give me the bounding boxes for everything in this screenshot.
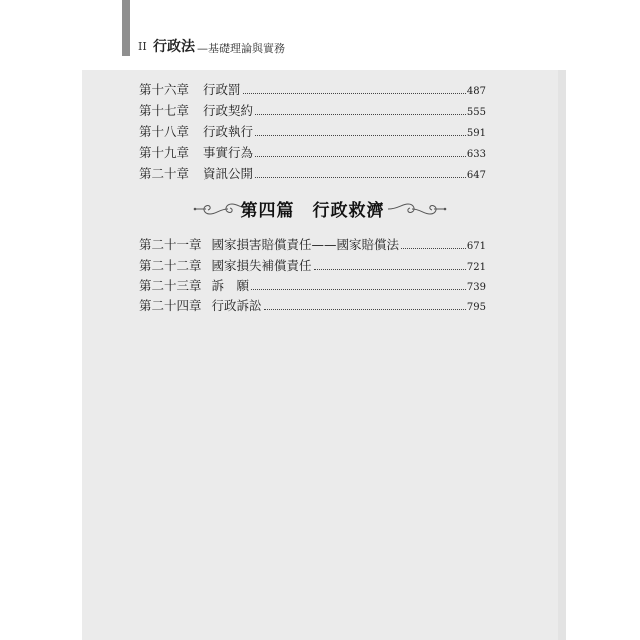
- chapter-title: 行政訴訟: [211, 298, 262, 313]
- leader-dots: [264, 308, 466, 310]
- leader-dots: [255, 176, 466, 178]
- leader-dots: [314, 268, 466, 270]
- leader-dots: [255, 155, 466, 157]
- chapter-title: 行政執行: [203, 124, 254, 139]
- header-bar: [122, 0, 130, 56]
- chapter-number: 第二十一章: [139, 237, 202, 252]
- chapter-title: 行政罰: [203, 82, 241, 97]
- toc-entry: [139, 143, 486, 161]
- page-number: 647: [466, 170, 486, 181]
- toc-entry: [139, 164, 486, 182]
- toc-entry: [139, 122, 486, 140]
- page-number: 555: [466, 107, 486, 118]
- chapter-number: 第十七章: [139, 103, 190, 118]
- toc-entry: [139, 101, 486, 119]
- leader-dots: [243, 92, 466, 94]
- chapter-number: 第二十四章: [139, 298, 202, 313]
- leader-dots: [251, 288, 466, 290]
- page-edge: [558, 70, 566, 640]
- book-title: 行政法: [153, 39, 195, 55]
- leader-dots: [401, 247, 466, 249]
- chapter-title: 訴 願: [211, 278, 250, 293]
- chapter-number: 第二十三章: [139, 278, 202, 293]
- chapter-title: 資訊公開: [203, 166, 254, 181]
- leader-dots: [255, 113, 466, 115]
- page-number: 633: [466, 149, 486, 160]
- chapter-title: 行政契約: [203, 103, 254, 118]
- chapter-number: 第十八章: [139, 124, 190, 139]
- chapter-title: 國家損失補償責任: [211, 258, 312, 273]
- toc-entry: [139, 235, 486, 253]
- page-number: 591: [466, 128, 486, 139]
- chapter-number: 第二十二章: [139, 258, 202, 273]
- chapter-number: 第十九章: [139, 145, 190, 160]
- toc-entry: [139, 276, 486, 294]
- chapter-title: 國家損害賠償責任——國家賠償法: [211, 237, 400, 252]
- page-number: 795: [466, 302, 486, 313]
- page-number: 671: [466, 241, 486, 252]
- page-number: 721: [466, 262, 486, 273]
- toc-entry: [139, 296, 486, 314]
- leader-dots: [255, 134, 466, 136]
- page-number: 739: [466, 282, 486, 293]
- chapter-number: 第二十章: [139, 166, 190, 181]
- part-title: 第四篇 行政救濟: [240, 201, 385, 221]
- toc-entry: [139, 256, 486, 274]
- page-marker: II: [138, 40, 147, 53]
- page-number: 487: [466, 86, 486, 97]
- book-subtitle: —基礎理論與實務: [197, 42, 285, 55]
- toc-entry: [139, 80, 486, 98]
- ornament-right-icon: [386, 201, 448, 217]
- chapter-title: 事實行為: [203, 145, 254, 160]
- chapter-number: 第十六章: [139, 82, 190, 97]
